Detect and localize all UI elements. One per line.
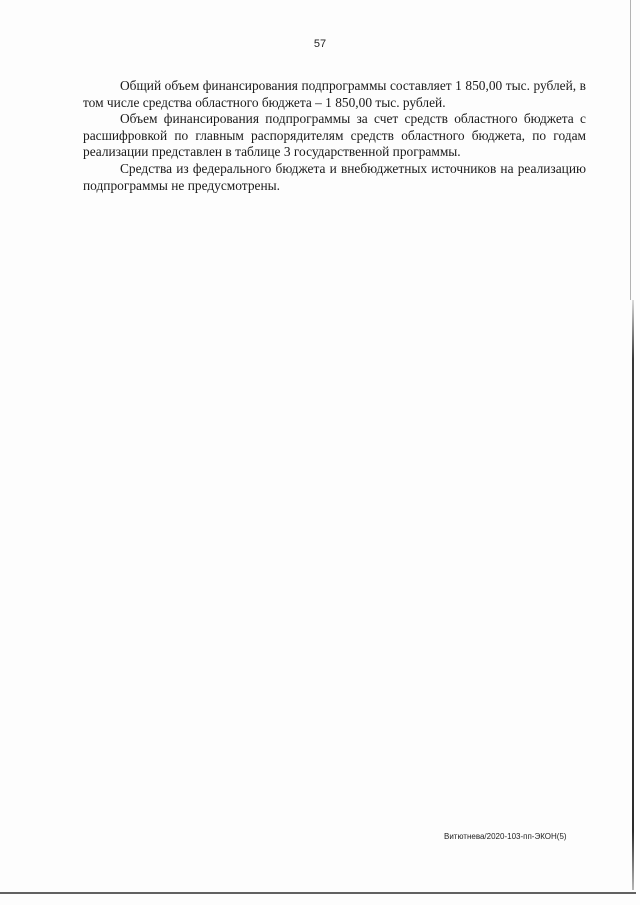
page-number: 57 — [313, 38, 327, 50]
paragraph-federal-funds: Средства из федерального бюджета и внебюджетных источников на реализацию подпрограммы не предусмотрены. — [83, 160, 586, 193]
document-code: Витютнева/2020-103-пп-ЭКОН(5) — [444, 832, 567, 841]
body-text — [83, 78, 586, 194]
paragraph-financing-total: Общий объем финансирования подпрограммы составляет 1 850,00 тыс. рублей, в том числе средства областного бюджета – 1 850,00 тыс. рублей. — [83, 78, 586, 110]
scan-edge-right — [632, 300, 634, 890]
scan-edge-bottom — [0, 892, 636, 894]
scan-edge-top — [630, 0, 631, 300]
paragraph-financing-breakdown: Объем финансирования подпрограммы за счет средств областного бюджета с расшифровкой по главным распорядителям средств областного бюджета, по годам реализации представлен в таблице 3 государственной программы. — [83, 111, 586, 160]
